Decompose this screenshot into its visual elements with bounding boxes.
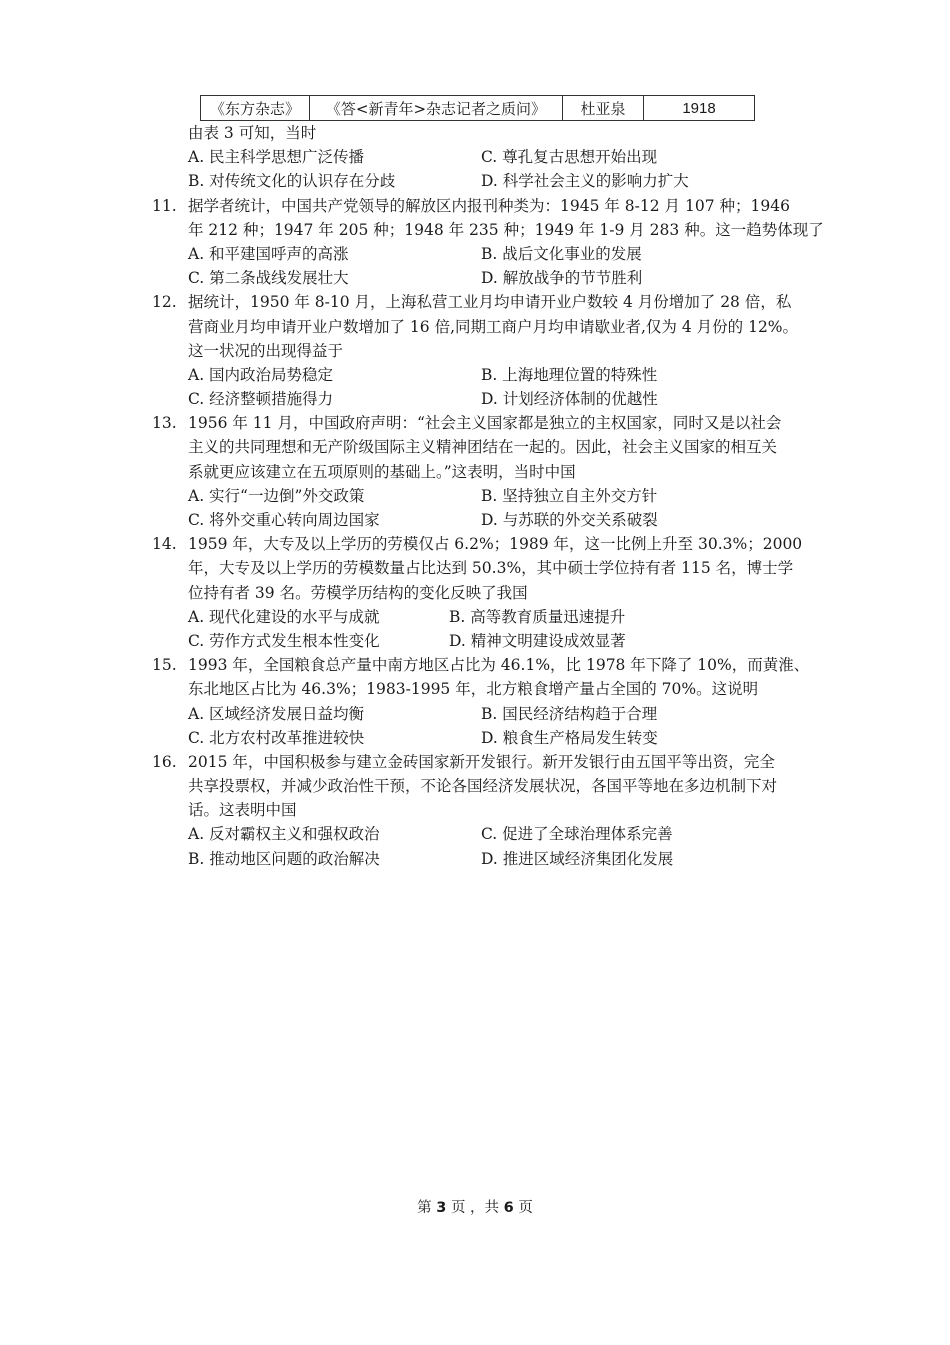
option-c[interactable]: C. 第二条战线发展壮大 <box>188 269 349 288</box>
question-15-stem-cont <box>0 677 950 701</box>
question-stem-line: 1956 年 11 月，中国政府声明：“社会主义国家都是独立的主权国家，同时又是以社会 <box>188 414 782 433</box>
question-16-stem-cont <box>0 798 950 822</box>
options-row <box>0 629 950 653</box>
option-a[interactable]: A. 实行“一边倒”外交政策 <box>188 486 365 505</box>
question-number: 11. <box>152 196 177 215</box>
question-12-stem-cont <box>0 339 950 363</box>
options-row <box>0 702 950 726</box>
question-number: 15. <box>152 656 177 675</box>
option-d[interactable]: D. 粮食生产格局发生转变 <box>481 728 658 747</box>
option-b[interactable]: B. 坚持独立自主外交方针 <box>481 486 658 505</box>
question-stem-line: 共享投票权，并减少政治性干预，不论各国经济发展状况，各国平等地在多边机制下对 <box>188 777 778 796</box>
option-d[interactable]: D. 计划经济体制的优越性 <box>481 390 658 409</box>
question-number: 12. <box>152 293 177 312</box>
options-row <box>0 387 950 411</box>
option-d[interactable]: D. 推进区域经济集团化发展 <box>481 849 674 868</box>
question-stem-line: 这一状况的出现得益于 <box>188 341 344 360</box>
option-c[interactable]: C. 促进了全球治理体系完善 <box>481 825 673 844</box>
question-14-stem <box>0 532 950 556</box>
question-stem-line: 话。这表明中国 <box>188 801 297 820</box>
question-stem-line: 1993 年，全国粮食总产量中南方地区占比为 46.1%，比 1978 年下降了 10%，而黄淮、 <box>188 656 810 675</box>
question-stem-line: 1959 年，大专及以上学历的劳模仅占 6.2%；1989 年，这一比例上升至 30.3%；2000 <box>188 535 803 554</box>
options-row <box>0 363 950 387</box>
question-stem-line: 由表 3 可知，当时 <box>188 124 317 142</box>
question-number: 13. <box>152 414 177 433</box>
table-cell-year: 1918 <box>644 96 755 121</box>
total-page-number: 6 <box>503 1200 514 1216</box>
question-number: 16. <box>152 752 177 771</box>
option-d[interactable]: D. 精神文明建设成效显著 <box>449 631 626 650</box>
options-row <box>0 266 950 290</box>
option-c[interactable]: C. 劳作方式发生根本性变化 <box>188 631 380 650</box>
option-c[interactable]: C. 北方农村改革推进较快 <box>188 728 365 747</box>
source-table <box>200 95 755 121</box>
question-stem-line: 位持有者 39 名。劳模学历结构的变化反映了我国 <box>188 583 528 602</box>
option-a[interactable]: A. 民主科学思想广泛传播 <box>188 148 365 167</box>
question-13-stem-cont <box>0 460 950 484</box>
table-row <box>201 96 755 121</box>
question-stem-line: 系就更应该建立在五项原则的基础上。”这表明，当时中国 <box>188 462 576 481</box>
question-stem-line: 据统计，1950 年 8-10 月，上海私营工业月均申请开业户数较 4 月份增加了 28 倍，私 <box>188 293 792 312</box>
question-16-stem-cont <box>0 774 950 798</box>
question-stem-line: 主义的共同理想和无产阶级国际主义精神团结在一起的。因此，社会主义国家的相互关 <box>188 438 778 457</box>
option-a[interactable]: A. 反对霸权主义和强权政治 <box>188 825 380 844</box>
question-11-stem <box>0 194 950 218</box>
question-stem-line: 年 212 种；1947 年 205 种；1948 年 235 种；1949 年 1-9 月 283 种。这一趋势体现了 <box>188 220 824 239</box>
options-row <box>0 145 950 169</box>
option-b[interactable]: B. 对传统文化的认识存在分歧 <box>188 172 396 191</box>
question-12-stem-cont <box>0 315 950 339</box>
question-16-stem <box>0 750 950 774</box>
option-c[interactable]: C. 尊孔复古思想开始出现 <box>481 148 658 167</box>
question-15-stem <box>0 653 950 677</box>
options-row <box>0 605 950 629</box>
current-page-number: 3 <box>436 1200 447 1216</box>
option-d[interactable]: D. 科学社会主义的影响力扩大 <box>481 172 689 191</box>
table-cell-journal: 《东方杂志》 <box>201 96 310 121</box>
option-a[interactable]: A. 现代化建设的水平与成就 <box>188 607 380 626</box>
question-14-stem-cont <box>0 581 950 605</box>
question-stem-line: 年，大专及以上学历的劳模数量占比达到 50.3%，其中硕士学位持有者 115 名，博士学 <box>188 559 794 578</box>
option-c[interactable]: C. 经济整顿措施得力 <box>188 390 334 409</box>
question-stem-line: 2015 年，中国积极参与建立金砖国家新开发银行。新开发银行由五国平等出资，完全 <box>188 752 775 771</box>
page-footer <box>0 1196 950 1217</box>
option-a[interactable]: A. 和平建国呼声的高涨 <box>188 244 349 263</box>
question-stem-line: 东北地区占比为 46.3%；1983-1995 年，北方粮食增产量占全国的 70%。这说明 <box>188 680 759 699</box>
question-12-stem <box>0 290 950 314</box>
option-a[interactable]: A. 国内政治局势稳定 <box>188 365 334 384</box>
option-b[interactable]: B. 上海地理位置的特殊性 <box>481 365 658 384</box>
option-b[interactable]: B. 高等教育质量迅速提升 <box>449 607 626 626</box>
question-14-stem-cont <box>0 556 950 580</box>
options-row <box>0 484 950 508</box>
question-stem-line: 据学者统计，中国共产党领导的解放区内报刊种类为：1945 年 8-12 月 107 种；1946 <box>188 196 790 215</box>
question-stem-line: 营商业月均申请开业户数增加了 16 倍,同期工商户月均申请歇业者,仅为 4 月份的 12%。 <box>188 317 799 336</box>
question-number: 14. <box>152 535 177 554</box>
option-b[interactable]: B. 国民经济结构趋于合理 <box>481 704 658 723</box>
option-a[interactable]: A. 区域经济发展日益均衡 <box>188 704 365 723</box>
option-c[interactable]: C. 将外交重心转向周边国家 <box>188 511 380 529</box>
question-13-stem-cont <box>0 435 950 459</box>
options-row <box>0 726 950 750</box>
options-row <box>0 847 950 871</box>
question-list <box>0 121 950 871</box>
table-cell-author: 杜亚泉 <box>563 96 644 121</box>
option-b[interactable]: B. 战后文化事业的发展 <box>481 244 642 263</box>
option-b[interactable]: B. 推动地区问题的政治解决 <box>188 849 380 868</box>
footer-prefix: 第 <box>417 1200 432 1216</box>
options-row <box>0 169 950 193</box>
options-row <box>0 822 950 846</box>
options-row <box>0 508 950 532</box>
options-row <box>0 242 950 266</box>
footer-suffix: 页 <box>518 1200 533 1216</box>
option-d[interactable]: D. 解放战争的节节胜利 <box>481 269 643 288</box>
question-13-stem <box>0 411 950 435</box>
question-11-stem-cont <box>0 218 950 242</box>
footer-middle: 页 ，共 <box>450 1200 500 1216</box>
table-cell-article: 《答<新青年>杂志记者之质问》 <box>310 96 563 121</box>
question-10-stem <box>0 121 950 145</box>
option-d[interactable]: D. 与苏联的外交关系破裂 <box>481 511 658 529</box>
